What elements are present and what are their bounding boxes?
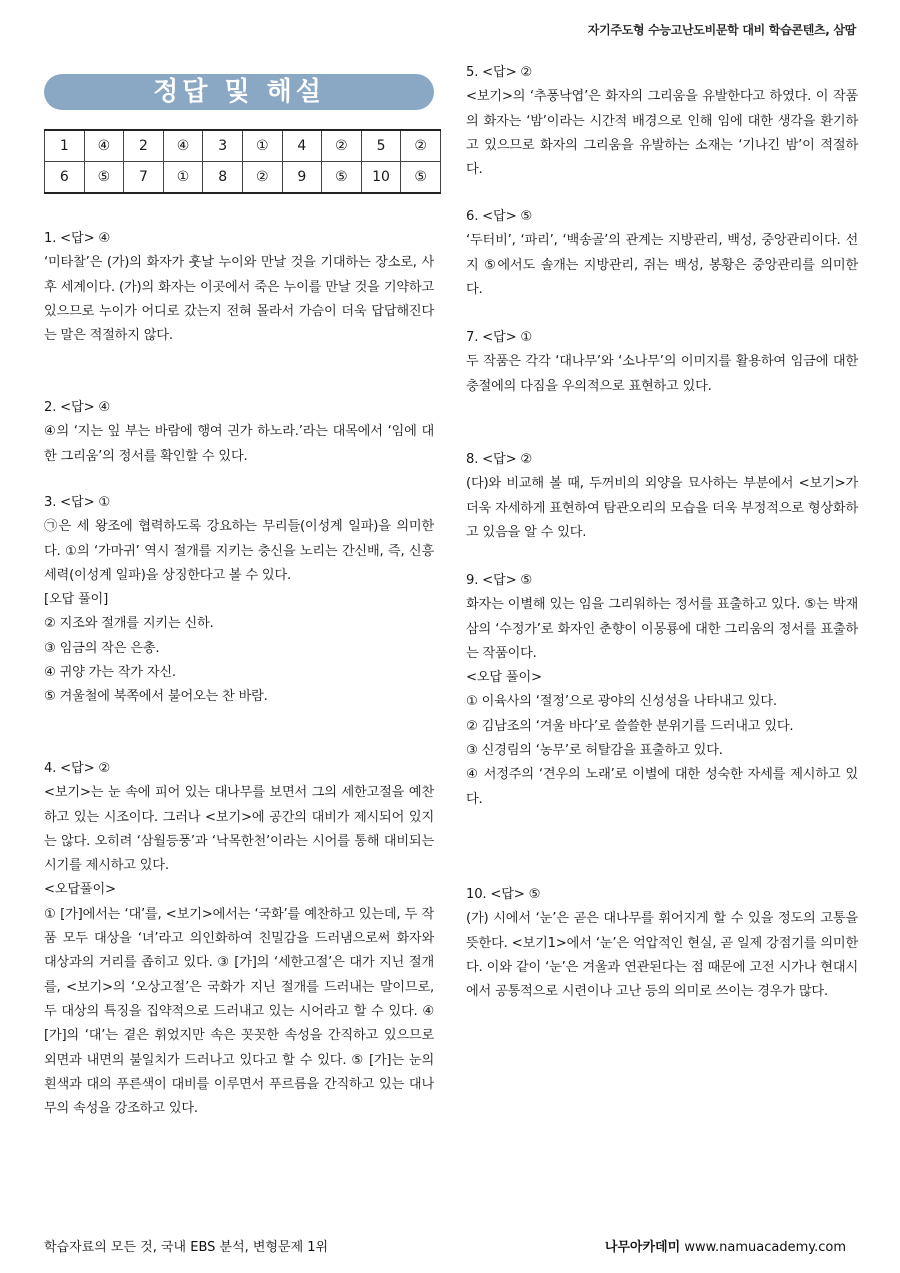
table-cell: 10 xyxy=(361,162,401,194)
answer-5 xyxy=(466,61,858,182)
answer-heading: 6. <답> ⑤ xyxy=(466,209,533,224)
wrong-answer-item: ⑤ 겨울철에 북쪽에서 불어오는 찬 바람. xyxy=(44,689,268,705)
answer-heading: 2. <답> ④ xyxy=(44,400,111,415)
answer-8 xyxy=(466,448,858,545)
table-cell: 8 xyxy=(203,162,243,194)
answer-4 xyxy=(44,757,434,1121)
footer-url[interactable]: www.namuacademy.com xyxy=(684,1240,846,1255)
answer-7 xyxy=(466,326,858,399)
wrong-answer-item: ① 이육사의 ‘절정’으로 광야의 신성성을 나타내고 있다. xyxy=(466,694,777,710)
table-cell: ⑤ xyxy=(84,162,124,194)
table-row xyxy=(45,130,441,162)
table-cell: ② xyxy=(242,162,282,194)
table-cell: 4 xyxy=(282,130,322,162)
answer-heading: 3. <답> ① xyxy=(44,495,111,510)
table-cell: 7 xyxy=(124,162,164,194)
answer-text: (가) 시에서 ‘눈’은 곧은 대나무를 휘어지게 할 수 있을 정도의 고통을 뜻한다. <보기1>에서 ‘눈’은 억압적인 현실, 곧 일제 강점기를 의미한다. 이와 같이 ‘눈’은 겨울과 연관된다는 점 때문에 고전 시가나 현대시에서 공통적으로 시련이나 고난 등의 의미로 쓰이는 경우가 많다. xyxy=(466,911,858,1000)
table-cell: ⑤ xyxy=(401,162,441,194)
answer-1 xyxy=(44,227,434,348)
answer-heading: 5. <답> ② xyxy=(466,65,533,80)
answer-table xyxy=(44,129,441,194)
answer-heading: 9. <답> ⑤ xyxy=(466,573,533,588)
wrong-answer-item: ③ 임금의 작은 은총. xyxy=(44,640,160,656)
answer-heading: 1. <답> ④ xyxy=(44,231,111,246)
table-cell: 2 xyxy=(124,130,164,162)
answer-heading: 10. <답> ⑤ xyxy=(466,887,541,902)
answer-heading: 8. <답> ② xyxy=(466,452,533,467)
table-cell: 6 xyxy=(45,162,85,194)
table-cell: 3 xyxy=(203,130,243,162)
answer-text: ‘미타찰’은 (가)의 화자가 훗날 누이와 만날 것을 기대하는 장소로, 사후 세계이다. (가)의 화자는 이곳에서 죽은 누이를 만날 것을 기약하고 있으므로 누이가 어디로 갔는지 전혀 몰라서 가슴이 더욱 답답해진다는 말은 적절하지 않다. xyxy=(44,255,434,344)
table-cell: ② xyxy=(401,130,441,162)
answer-2 xyxy=(44,396,434,469)
table-cell: ① xyxy=(163,162,203,194)
page-title: 정답 및 해설 xyxy=(44,74,434,110)
wrong-answer-item: ④ 서정주의 ‘견우의 노래’로 이별에 대한 성숙한 자세를 제시하고 있다. xyxy=(466,767,858,807)
table-row xyxy=(45,162,441,194)
table-cell: 9 xyxy=(282,162,322,194)
answer-9 xyxy=(466,569,858,812)
wrong-answer-item: ④ 귀양 가는 작가 자신. xyxy=(44,665,176,681)
wrong-answer-label: [오답 풀이] xyxy=(44,592,109,608)
table-cell: ④ xyxy=(163,130,203,162)
footer-brand: 나무아카데미 xyxy=(604,1240,681,1255)
answer-text: 화자는 이별해 있는 임을 그리워하는 정서를 표출하고 있다. ⑤는 박재삼의 ‘수정가’로 화자인 춘향이 이몽룡에 대한 그리움의 정서를 표출하는 작품이다. xyxy=(466,597,858,661)
table-cell: 1 xyxy=(45,130,85,162)
page-header: 자기주도형 수능고난도비문학 대비 학습콘텐츠, 삼땀 xyxy=(587,23,856,37)
answer-heading: 4. <답> ② xyxy=(44,761,111,776)
table-cell: ② xyxy=(322,130,362,162)
table-cell: ④ xyxy=(84,130,124,162)
wrong-answer-text: ① [가]에서는 ‘대’를, <보기>에서는 ‘국화’를 예찬하고 있는데, 두 작품 모두 대상을 ‘녀’라고 의인화하여 친밀감을 드러냄으로써 화자와 대상과의 거리를 좁히고 있다. ③ [가]의 ‘세한고절’은 대가 지닌 절개를, <보기>의 ‘오상고절’은 국화가 지닌 절개를 드러내는 말이므로, 두 대상의 특징을 집약적으로 드러내고 있는 시어라고 할 수 있다. ④ [가]의 ‘대’는 곁은 휘었지만 속은 꼿꼿한 속성을 간직하고 있으므로 외면과 내면의 불일치가 드러나고 있다고 할 수 있다. ⑤ [가]는 눈의 흰색과 대의 푸른색이 대비를 이루면서 푸르름을 간직하고 있는 대나무의 속성을 강조하고 있다. xyxy=(44,906,434,1117)
answer-3 xyxy=(44,491,434,710)
answer-text: (다)와 비교해 볼 때, 두꺼비의 외양을 묘사하는 부분에서 <보기>가 더욱 자세하게 표현하여 탐관오리의 모습을 더욱 부정적으로 형상화하고 있음을 알 수 있다. xyxy=(466,476,858,540)
table-cell: ⑤ xyxy=(322,162,362,194)
answer-text: ‘두터비’, ‘파리’, ‘백송골’의 관계는 지방관리, 백성, 중앙관리이다. 선지 ⑤에서도 솔개는 지방관리, 쥐는 백성, 봉황은 중앙관리를 의미한다. xyxy=(466,233,858,297)
wrong-answer-item: ② 지조와 절개를 지키는 신하. xyxy=(44,616,214,632)
answer-text: ㉠은 세 왕조에 협력하도록 강요하는 무리들(이성계 일파)을 의미한다. ①의 ‘가마귀’ 역시 절개를 지키는 충신을 노리는 간신배, 즉, 신흥세력(이성계 일파)을 상징한다고 볼 수 있다. xyxy=(44,519,434,583)
wrong-answer-item: ② 김남조의 ‘겨울 바다’로 쓸쓸한 분위기를 드러내고 있다. xyxy=(466,718,794,734)
answer-heading: 7. <답> ① xyxy=(466,330,533,345)
answer-text: <보기>의 ‘추풍낙엽’은 화자의 그리움을 유발한다고 하였다. 이 작품의 화자는 ‘밤’이라는 시간적 배경으로 인해 임에 대한 생각을 환기하고 있으므로 화자의 그리움을 유발하는 소재는 ‘기나긴 밤’이 적절하다. xyxy=(466,89,858,178)
answer-10 xyxy=(466,883,858,1004)
answer-text: ④의 ‘지는 잎 부는 바람에 행여 긘가 하노라.’라는 대목에서 ‘임에 대한 그리움’의 정서를 확인할 수 있다. xyxy=(44,424,434,464)
wrong-answer-label: <오답 풀이> xyxy=(466,670,542,686)
footer-brand-block xyxy=(605,1236,846,1255)
answer-text: <보기>는 눈 속에 피어 있는 대나무를 보면서 그의 세한고절을 예찬하고 있는 시조이다. 그러나 <보기>에 공간의 대비가 제시되어 있지는 않다. 오히려 ‘삼월등풍’과 ‘낙목한천’이라는 시어를 통해 대비되는 시기를 제시하고 있다. xyxy=(44,785,434,874)
table-cell: ① xyxy=(242,130,282,162)
answer-text: 두 작품은 각각 ‘대나무’와 ‘소나무’의 이미지를 활용하여 임금에 대한 충절에의 다짐을 우의적으로 표현하고 있다. xyxy=(466,354,858,394)
answer-6 xyxy=(466,205,858,302)
footer-tagline: 학습자료의 모든 것, 국내 EBS 분석, 변형문제 1위 xyxy=(44,1240,329,1255)
wrong-answer-label: <오답풀이> xyxy=(44,882,116,898)
wrong-answer-item: ③ 신경림의 ‘농무’로 허탈감을 표출하고 있다. xyxy=(466,743,723,759)
table-cell: 5 xyxy=(361,130,401,162)
